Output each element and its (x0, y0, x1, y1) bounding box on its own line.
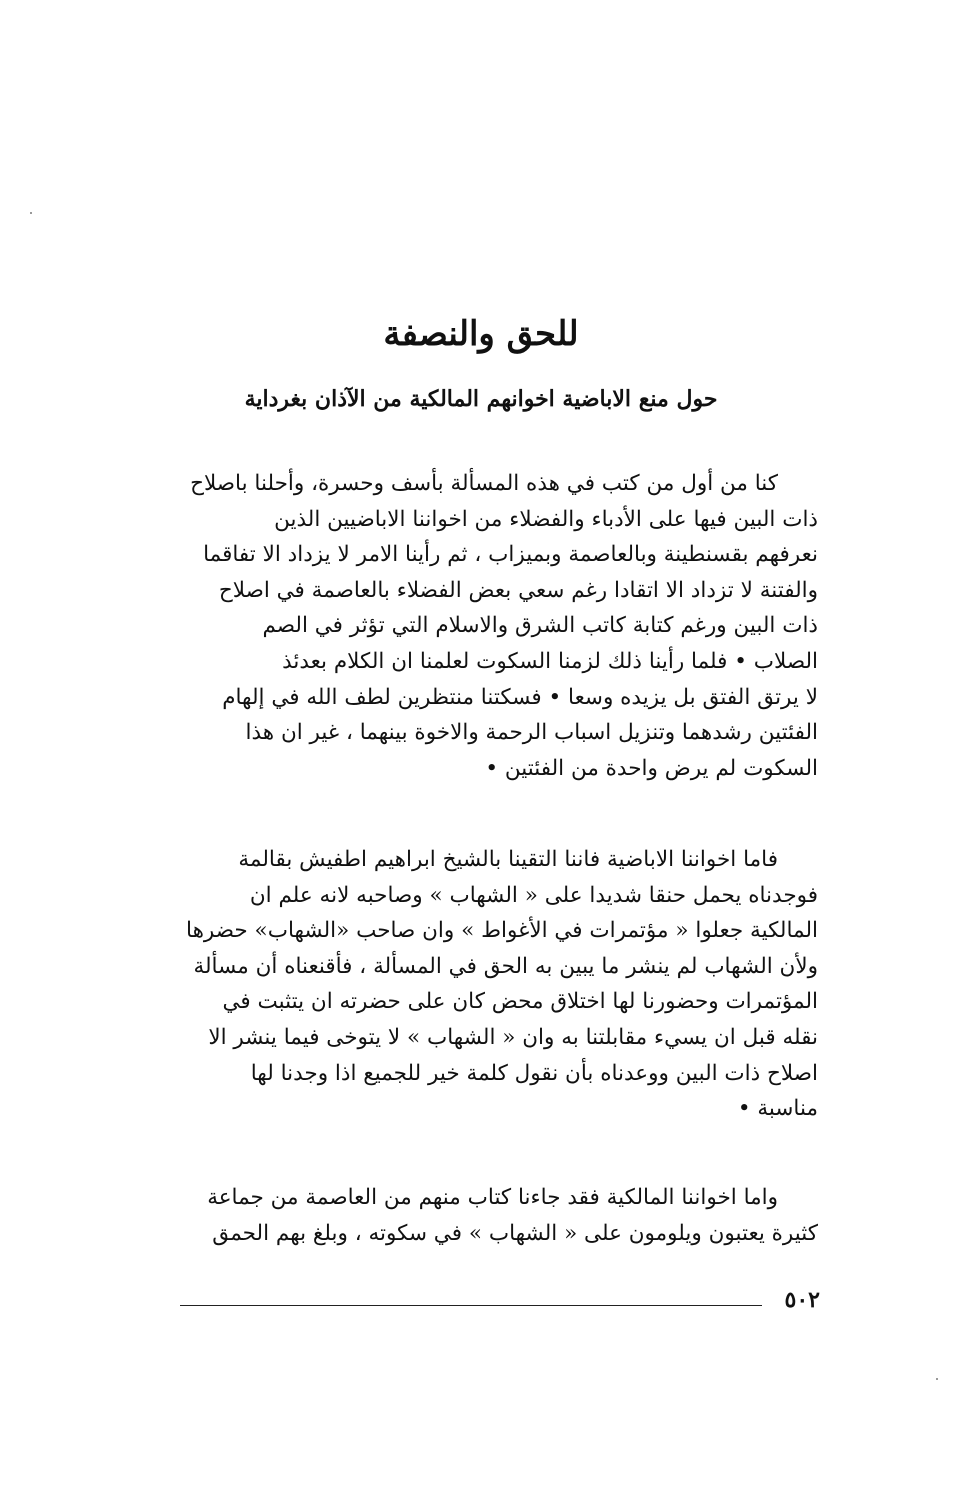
text-line: اصلاح ذات البين ووعدناه بأن نقول كلمة خير للجميع اذا وجدنا لها (250, 1060, 818, 1086)
text-line: الصلاب • فلما رأينا ذلك لزمنا السكوت لعلمنا ان الكلام بعدئذ (282, 648, 818, 674)
text-line: نعرفهم بقسنطينة وبالعاصمة وبميزاب ، ثم رأينا الامر لا يزداد الا تفاقما (203, 542, 818, 568)
text-line: ولأن الشهاب لم ينشر ما يبين به الحق في المسألة ، فأقنعناه أن مسألة (193, 953, 818, 979)
text-line: السكوت لم يرض واحدة من الفئتين • (485, 755, 818, 781)
text-line: فوجدناه يحمل حنقا شديدا على « الشهاب » وصاحبه لانه علم ان (249, 882, 818, 908)
scan-speck (30, 212, 32, 214)
paragraph-2 (176, 842, 818, 1127)
text-line: كنا من أول من كتب في هذه المسألة بأسف وحسرة، وأحلنا باصلاح (190, 471, 778, 496)
text-line: مناسبة • (737, 1096, 818, 1122)
scan-speck (936, 1378, 938, 1380)
text-line: ذات البين ورغم كتابة كاتب الشرق والاسلام التي تؤثر في الصم (262, 613, 818, 639)
page-footer (180, 1286, 820, 1316)
text-line: المالكية جعلوا « مؤتمرات في الأغواط » وان صاحب «الشهاب» حضرها (186, 918, 818, 944)
page-number: ٥٠٢ (784, 1287, 820, 1313)
text-line: نقله قبل ان يسيء مقابلتنا به وان « الشهاب » لا يتوخى فيما ينشر الا (208, 1024, 818, 1050)
paragraph-1 (176, 466, 818, 786)
text-line: والفتنة لا تزداد الا اتقادا رغم سعي بعض الفضلاء بالعاصمة في اصلاح (218, 577, 818, 603)
text-line: لا يرتق الفتق بل يزيده وسعا • فسكتنا منتظرين لطف الله في إلهام (222, 684, 818, 710)
text-line: واما اخواننا المالكية فقد جاءنا كتاب منهم من العاصمة من جماعة (207, 1185, 778, 1210)
page-title: للحق والنصفة (383, 314, 579, 354)
page-subtitle: حول منع الاباضية اخوانهم المالكية من الآذان بغرداية (244, 386, 718, 412)
paragraph-3 (176, 1180, 818, 1251)
text-line: كثيرة يعتبون ويلومون على « الشهاب » في سكوته ، وبلغ بهم الحمق (212, 1220, 818, 1246)
text-line: الفئتين رشدهما وتنزيل اسباب الرحمة والاخوة بينهما ، غير ان هذا (245, 720, 818, 746)
text-line: ذات البين فيها على الأدباء والفضلاء من اخواننا الاباضيين الذين (274, 506, 818, 532)
text-line: فاما اخواننا الاباضية فاننا التقينا بالشيخ ابراهيم اطفيش بقالمة (238, 847, 778, 872)
footer-rule (180, 1305, 762, 1306)
text-line: المؤتمرات وحضورنا لها اختلاق محض كان على حضرته ان يتثبت في (222, 989, 818, 1015)
